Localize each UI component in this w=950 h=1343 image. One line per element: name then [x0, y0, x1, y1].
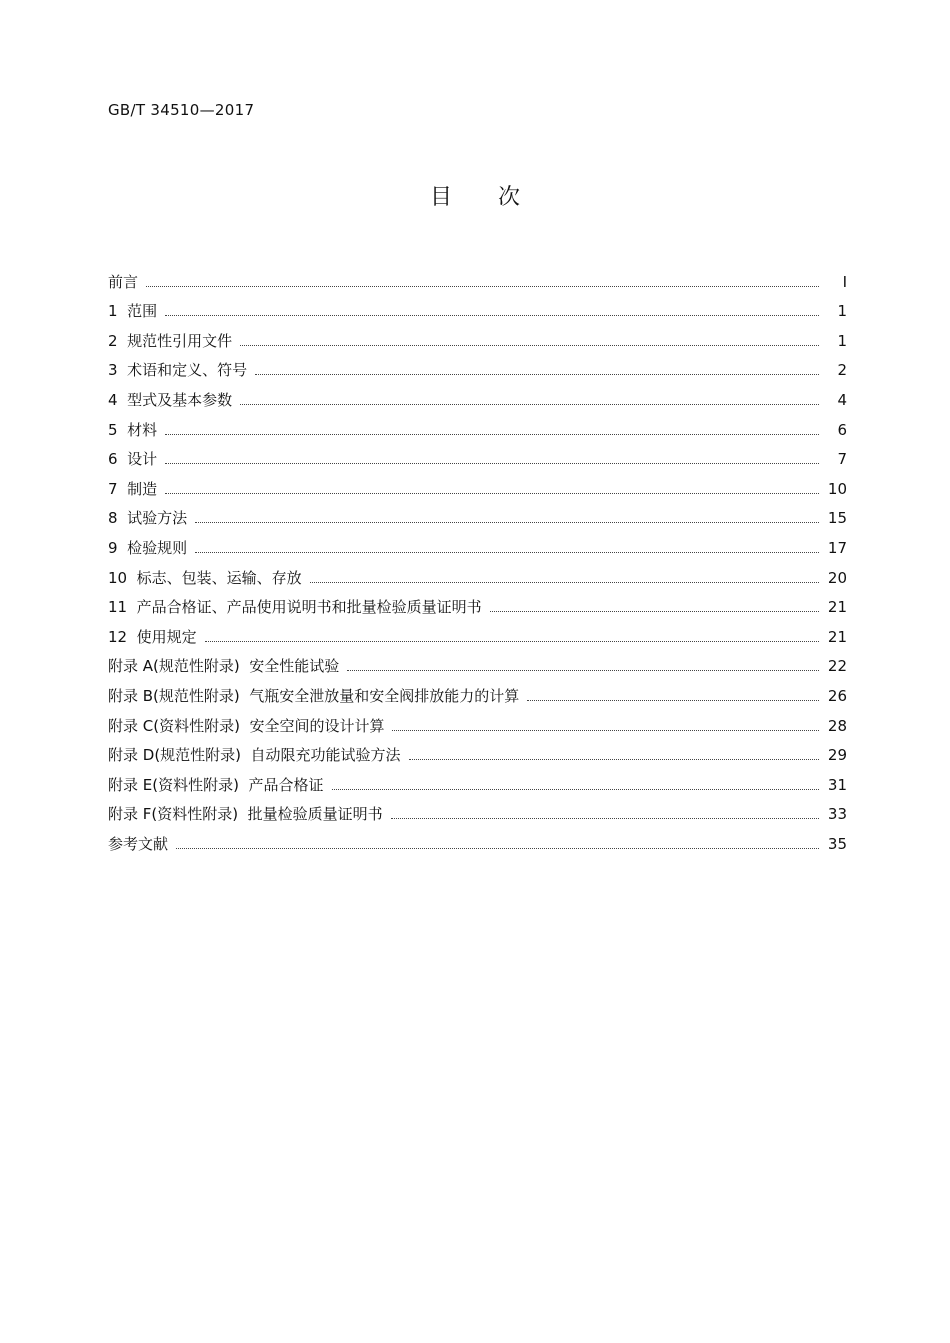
toc-entry-label: 附录 E(资料性附录) 产品合格证: [108, 775, 324, 794]
toc-entry-label: 12 使用规定: [108, 627, 197, 646]
toc-leader-dots: [255, 374, 819, 375]
toc-leader-dots: [165, 463, 819, 464]
toc-entry[interactable]: [108, 588, 847, 618]
toc-entry-label: 2 规范性引用文件: [108, 331, 233, 350]
toc-entry-page: 28: [827, 716, 847, 735]
toc-entry-page: 21: [827, 627, 847, 646]
toc-entry-label: 附录 F(资料性附录) 批量检验质量证明书: [108, 805, 383, 824]
toc-entry-page: 6: [837, 420, 847, 439]
toc-leader-dots: [176, 848, 819, 849]
toc-leader-dots: [391, 818, 819, 819]
toc-entry[interactable]: [108, 292, 847, 322]
toc-entry[interactable]: [108, 351, 847, 381]
toc-entry-label: 7 制造: [108, 479, 158, 498]
toc-entry-label: 前言: [108, 272, 139, 291]
standard-code: GB/T 34510—2017: [108, 101, 255, 119]
toc-leader-dots: [392, 730, 819, 731]
toc-entry-label: 附录 C(资料性附录) 安全空间的设计计算: [108, 716, 385, 735]
toc-entry[interactable]: [108, 617, 847, 647]
toc-entry[interactable]: [108, 647, 847, 677]
toc-entry-page: I: [842, 272, 847, 291]
toc-entry[interactable]: [108, 321, 847, 351]
toc-entry-page: 22: [827, 657, 847, 676]
toc-entry-page: 15: [827, 509, 847, 528]
toc-entry-page: 21: [827, 598, 847, 617]
toc-leader-dots: [332, 789, 820, 790]
toc-entry-page: 17: [827, 538, 847, 557]
toc-entry[interactable]: [108, 765, 847, 795]
toc-entry-page: 1: [837, 331, 847, 350]
toc-entry[interactable]: [108, 262, 847, 292]
toc-leader-dots: [165, 493, 819, 494]
toc-entry-page: 29: [827, 746, 847, 765]
toc-leader-dots: [490, 611, 819, 612]
toc-leader-dots: [195, 552, 819, 553]
toc-entry-label: 附录 D(规范性附录) 自动限充功能试验方法: [108, 746, 401, 765]
toc-leader-dots: [347, 670, 819, 671]
toc-entry[interactable]: [108, 380, 847, 410]
toc-leader-dots: [146, 286, 819, 287]
toc-entry-label: 3 术语和定义、符号: [108, 361, 248, 380]
toc-entry-label: 参考文献: [108, 834, 169, 853]
toc-entry-page: 1: [837, 302, 847, 321]
toc-leader-dots: [240, 345, 819, 346]
toc-entry-page: 31: [827, 775, 847, 794]
toc-entry[interactable]: [108, 499, 847, 529]
toc-leader-dots: [409, 759, 819, 760]
toc-entry[interactable]: [108, 736, 847, 766]
toc-entry-page: 2: [837, 361, 847, 380]
table-of-contents: [108, 262, 847, 854]
toc-entry-label: 9 检验规则: [108, 538, 188, 557]
toc-entry-label: 10 标志、包装、运输、存放: [108, 568, 302, 587]
toc-entry-label: 6 设计: [108, 450, 158, 469]
toc-entry[interactable]: [108, 795, 847, 825]
toc-entry-page: 7: [837, 450, 847, 469]
toc-leader-dots: [205, 641, 819, 642]
toc-leader-dots: [310, 582, 819, 583]
toc-entry-page: 10: [827, 479, 847, 498]
toc-leader-dots: [165, 434, 819, 435]
toc-entry[interactable]: [108, 469, 847, 499]
toc-entry[interactable]: [108, 676, 847, 706]
toc-entry[interactable]: [108, 706, 847, 736]
toc-entry-page: 33: [827, 805, 847, 824]
toc-entry-label: 附录 A(规范性附录) 安全性能试验: [108, 657, 340, 676]
toc-leader-dots: [195, 522, 819, 523]
toc-entry-label: 8 试验方法: [108, 509, 188, 528]
toc-entry[interactable]: [108, 558, 847, 588]
toc-entry[interactable]: [108, 440, 847, 470]
toc-leader-dots: [527, 700, 819, 701]
toc-title: 目次: [429, 185, 566, 210]
toc-entry-label: 附录 B(规范性附录) 气瓶安全泄放量和安全阀排放能力的计算: [108, 686, 520, 705]
toc-entry-label: 1 范围: [108, 302, 158, 321]
toc-entry-page: 35: [827, 834, 847, 853]
toc-entry-label: 11 产品合格证、产品使用说明书和批量检验质量证明书: [108, 598, 482, 617]
toc-entry-page: 20: [827, 568, 847, 587]
toc-entry[interactable]: [108, 410, 847, 440]
toc-entry-page: 4: [837, 390, 847, 409]
toc-entry[interactable]: [108, 824, 847, 854]
toc-entry-label: 5 材料: [108, 420, 158, 439]
toc-leader-dots: [240, 404, 819, 405]
toc-entry[interactable]: [108, 528, 847, 558]
toc-entry-page: 26: [827, 686, 847, 705]
toc-leader-dots: [165, 315, 819, 316]
toc-entry-label: 4 型式及基本参数: [108, 390, 233, 409]
